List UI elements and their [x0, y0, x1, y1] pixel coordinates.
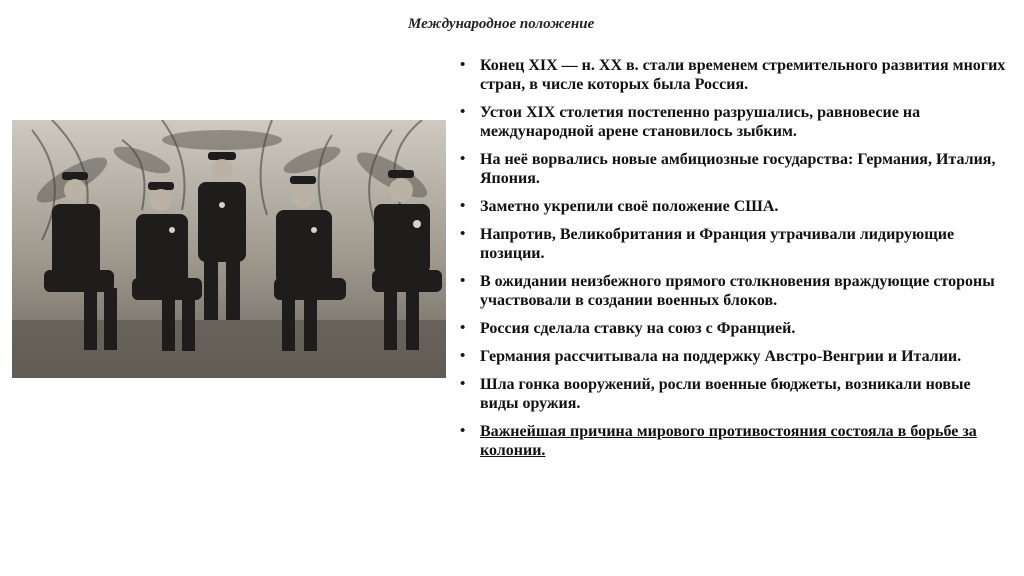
- bullet-item: [458, 197, 1010, 216]
- slide-title: Международное положение: [408, 16, 595, 32]
- bullet-text: В ожидании неизбежного прямого столкновения враждующие стороны участвовали в создании военных блоков.: [480, 273, 995, 309]
- bullet-item: [458, 225, 1010, 263]
- bullet-text: Заметно укрепили своё положение США.: [480, 198, 779, 215]
- bullet-item: [458, 347, 1010, 366]
- bullet-text: На неё ворвались новые амбициозные государства: Германия, Италия, Япония.: [480, 151, 996, 187]
- bullet-marker: •: [460, 320, 466, 336]
- bullet-marker: •: [460, 423, 466, 439]
- bullet-text: Россия сделала ставку на союз с Францией.: [480, 320, 796, 337]
- bullet-list: [458, 56, 1010, 469]
- bullet-text: Напротив, Великобритания и Франция утрачивали лидирующие позиции.: [480, 226, 955, 262]
- bullet-text: Германия рассчитывала на поддержку Австро-Венгрии и Италии.: [480, 348, 962, 365]
- bullet-text: Шла гонка вооружений, росли военные бюджеты, возникали новые виды оружия.: [480, 376, 971, 412]
- bullet-item: [458, 56, 1010, 94]
- bullet-item: [458, 272, 1010, 310]
- bullet-item: [458, 319, 1010, 338]
- bullet-item: [458, 103, 1010, 141]
- bullet-item: [458, 375, 1010, 413]
- bullet-marker: •: [460, 348, 466, 364]
- bullet-marker: •: [460, 104, 466, 120]
- historical-photo: [12, 120, 446, 378]
- bullet-marker: •: [460, 226, 466, 242]
- bullet-marker: •: [460, 376, 466, 392]
- bullet-item-key-cause: [458, 422, 1010, 460]
- bullet-marker: •: [460, 151, 466, 167]
- bullet-item: [458, 150, 1010, 188]
- bullet-text: Устои XIX столетия постепенно разрушались, равновесие на международной арене становилось зыбким.: [480, 104, 921, 140]
- bullet-text: Конец XIX — н. XX в. стали временем стремительного развития многих стран, в числе которых была Россия.: [480, 57, 1006, 93]
- bullet-marker: •: [460, 273, 466, 289]
- bullet-marker: •: [460, 57, 466, 73]
- bullet-marker: •: [460, 198, 466, 214]
- bullet-text: Важнейшая причина мирового противостояния состояла в борьбе за колонии.: [480, 423, 977, 459]
